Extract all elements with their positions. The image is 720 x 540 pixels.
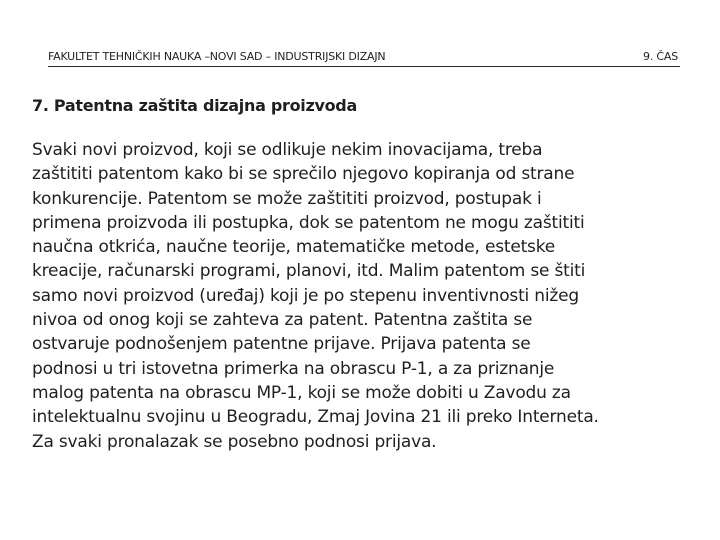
body-line: Za svaki pronalazak se posebno podnosi prijava. xyxy=(32,431,437,452)
class-number: 9. ČAS xyxy=(643,50,678,63)
body-line: nivoa od onog koji se zahteva za patent. Patentna zaštita se xyxy=(32,310,533,331)
body-line: Svaki novi proizvod, koji se odlikuje nekim inovacijama, treba xyxy=(32,140,543,160)
body-line: kreacije, računarski programi, planovi, itd. Malim patentom se štiti xyxy=(32,261,586,282)
body-paragraph xyxy=(32,138,702,454)
slide-header xyxy=(48,48,680,67)
body-line: naučna otkrića, naučne teorije, matematičke metode, estetske xyxy=(32,237,556,258)
body-line: intelektualnu svojinu u Beogradu, Zmaj Jovina 21 ili preko Interneta. xyxy=(32,407,599,428)
body-line: malog patenta na obrascu MP-1, koji se može dobiti u Zavodu za xyxy=(32,382,571,403)
body-line: ostvaruje podnošenjem patentne prijave. Prijava patenta se xyxy=(32,334,531,355)
course-title: FAKULTET TEHNIČKIH NAUKA –NOVI SAD – INDUSTRIJSKI DIZAJN xyxy=(48,50,386,63)
body-line: primena proizvoda ili postupka, dok se patentom ne mogu zaštititi xyxy=(32,212,585,233)
body-line: konkurencije. Patentom se može zaštititi proizvod, postupak i xyxy=(32,188,542,209)
body-line: samo novi proizvod (uređaj) koji je po stepenu inventivnosti nižeg xyxy=(32,285,579,306)
body-line: podnosi u tri istovetna primerka na obrascu P-1, a za priznanje xyxy=(32,358,555,379)
body-line: zaštititi patentom kako bi se sprečilo njegovo kopiranja od strane xyxy=(32,164,575,185)
section-title: 7. Patentna zaštita dizajna proizvoda xyxy=(32,96,357,115)
